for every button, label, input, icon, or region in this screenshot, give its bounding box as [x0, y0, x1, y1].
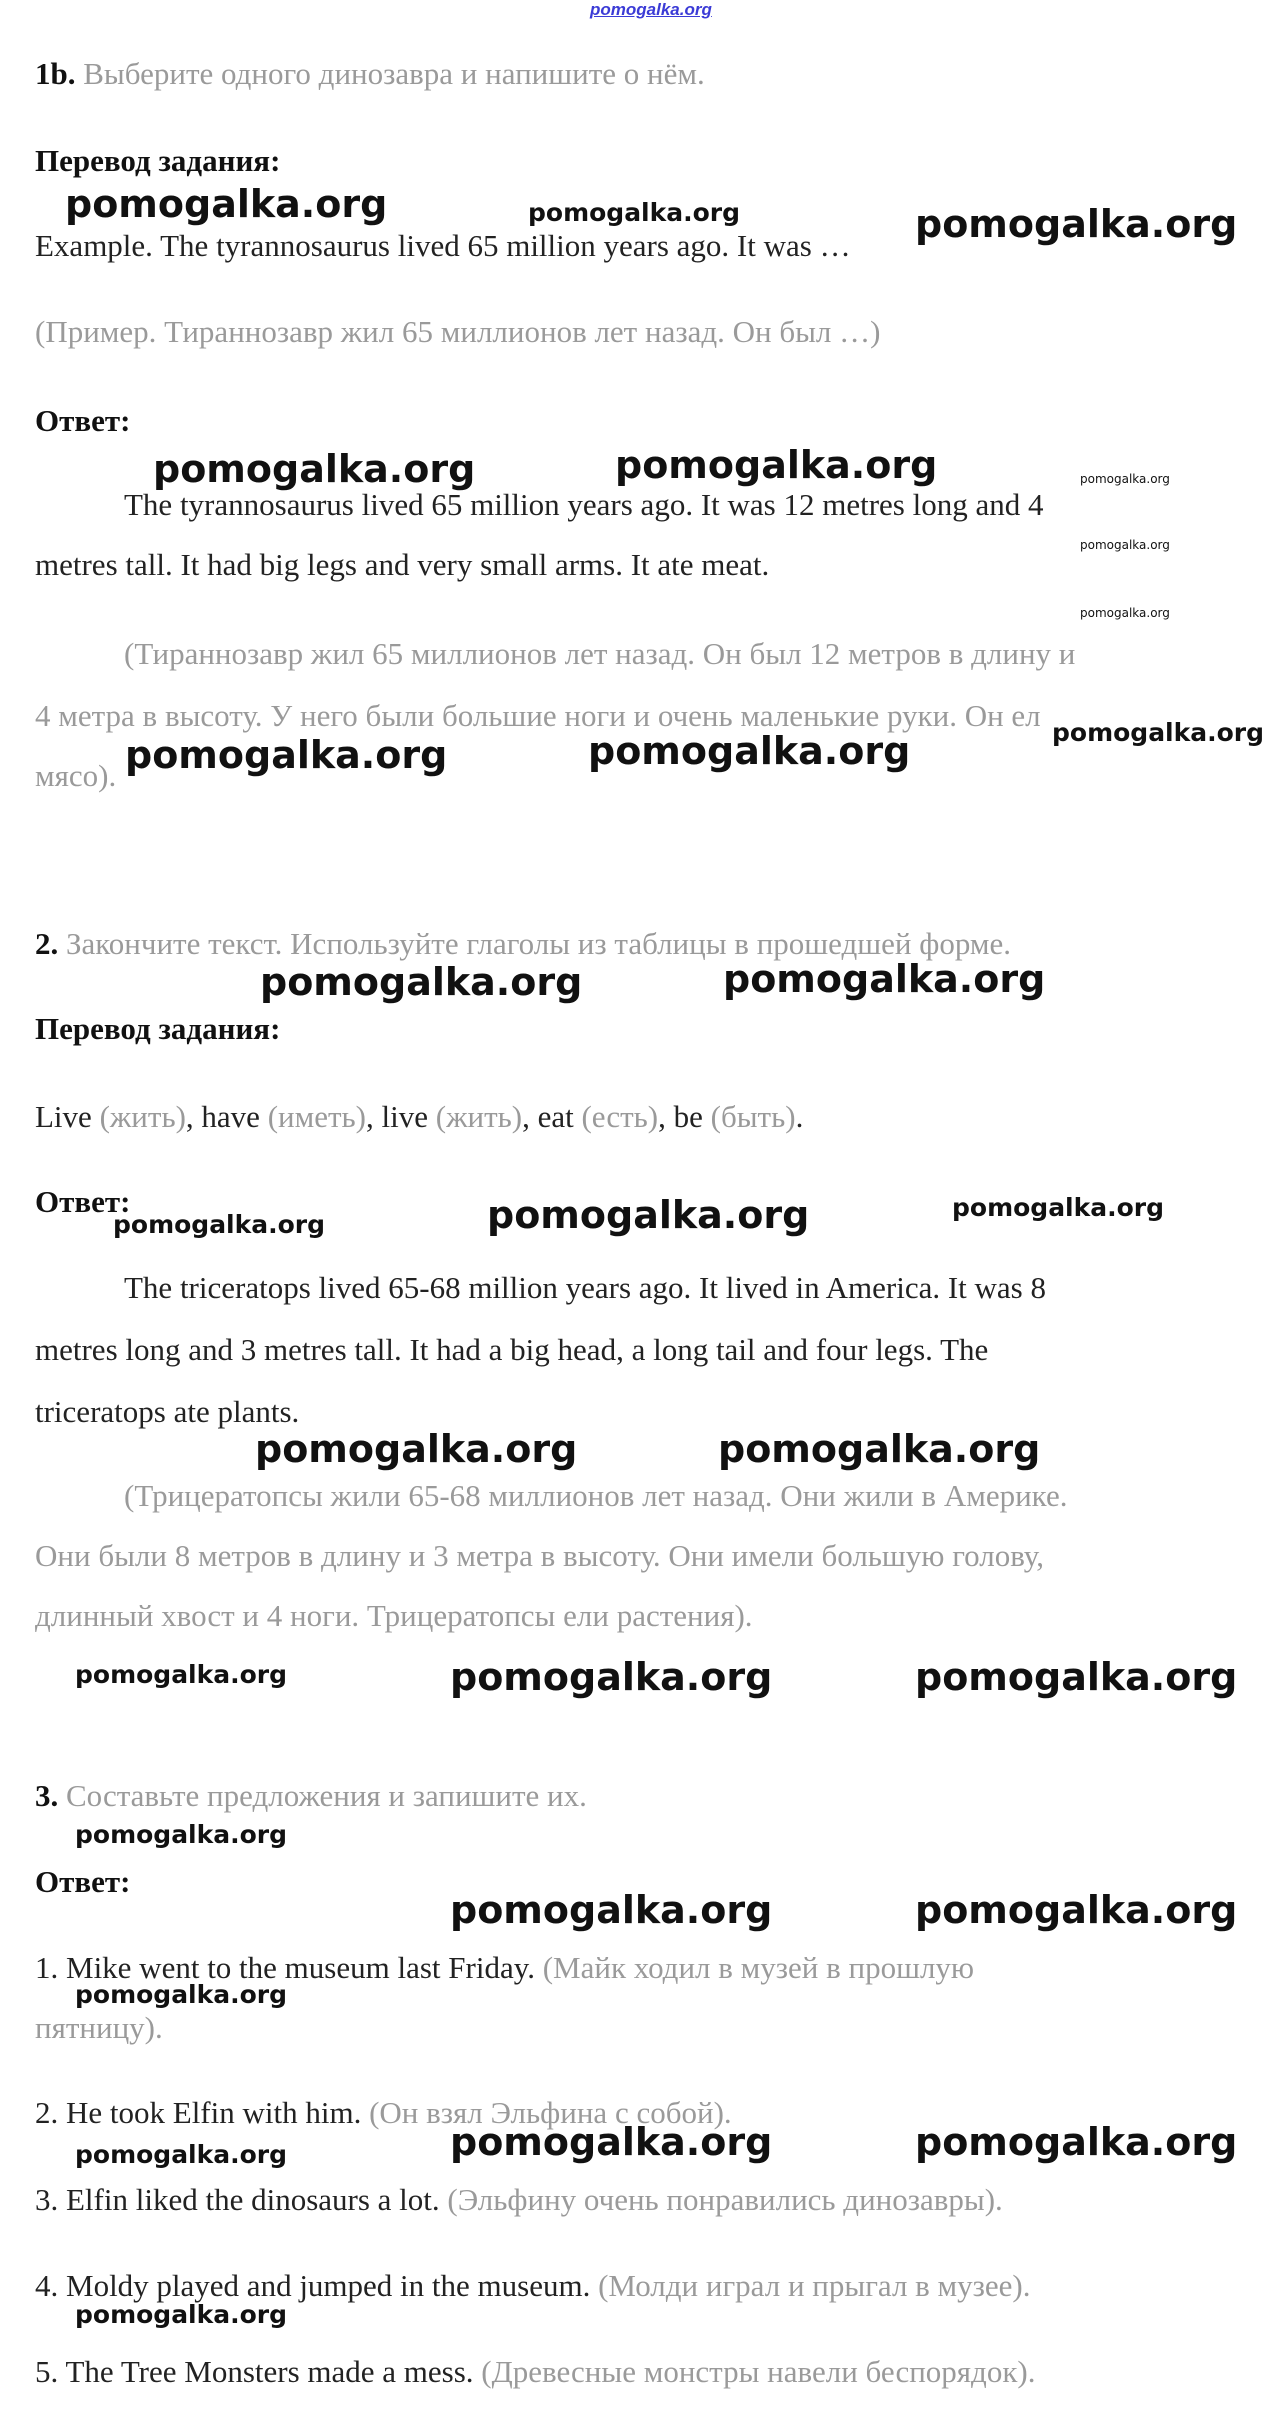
- verb-ru: (быть): [710, 1099, 796, 1134]
- watermark: pomogalka.org: [125, 733, 448, 777]
- watermark: pomogalka.org: [915, 1888, 1238, 1932]
- watermark: pomogalka.org: [718, 1427, 1041, 1471]
- task-instruction: Составьте предложения и запишите их.: [66, 1778, 587, 1813]
- verb-ru: (иметь): [267, 1099, 366, 1134]
- watermark: pomogalka.org: [75, 2300, 288, 2329]
- sentence-en: 3. Elfin liked the dinosaurs a lot.: [35, 2182, 440, 2217]
- task-number: 2.: [35, 926, 59, 961]
- verb-separator: ,: [185, 1099, 202, 1134]
- watermark: pomogalka.org: [260, 960, 583, 1004]
- watermark: pomogalka.org: [952, 1193, 1165, 1222]
- verb-ru: (жить): [435, 1099, 523, 1134]
- watermark: pomogalka.org: [450, 2120, 773, 2164]
- verb-en: eat: [537, 1099, 574, 1134]
- answer-ru-line: мясо).: [35, 758, 117, 793]
- verb-ru: (есть): [581, 1099, 659, 1134]
- answer-label: Ответ:: [35, 1864, 131, 1899]
- watermark: pomogalka.org: [723, 957, 1046, 1001]
- sentence-4: [35, 2270, 1031, 2301]
- task-instruction: Выберите одного динозавра и напишите о нём.: [83, 56, 705, 91]
- watermark: pomogalka.org: [1052, 718, 1265, 747]
- translation-label: Перевод задания:: [35, 143, 281, 178]
- verb-separator: .: [795, 1099, 804, 1134]
- translation-label: Перевод задания:: [35, 1011, 281, 1046]
- answer-ru-line: длинный хвост и 4 ноги. Трицератопсы ели растения).: [35, 1598, 753, 1633]
- answer-label: Ответ:: [35, 1184, 131, 1219]
- watermark: pomogalka.org: [450, 1888, 773, 1932]
- watermark: pomogalka.org: [915, 1655, 1238, 1699]
- watermark: pomogalka.org: [528, 198, 741, 227]
- task-1b-heading: [35, 58, 705, 89]
- watermark: pomogalka.org: [153, 447, 476, 491]
- sentence-ru-continued: пятницу).: [35, 2010, 163, 2045]
- watermark: pomogalka.org: [75, 1980, 288, 2009]
- watermark: pomogalka.org: [113, 1210, 326, 1239]
- verb-ru: (жить): [99, 1099, 186, 1134]
- sentence-en: 2. He took Elfin with him.: [35, 2095, 362, 2130]
- verb-separator: ,: [366, 1099, 382, 1134]
- sentence-3: [35, 2184, 1003, 2215]
- answer-ru-line: (Тираннозавр жил 65 миллионов лет назад. Он был 12 метров в длину и: [124, 636, 1076, 671]
- example-en: Example. The tyrannosaurus lived 65 million years ago. It was …: [35, 228, 851, 263]
- watermark: pomogalka.org: [75, 2140, 288, 2169]
- watermark: pomogalka.org: [75, 1820, 288, 1849]
- sentence-ru: (Он взял Эльфина с собой).: [369, 2095, 732, 2130]
- site-link[interactable]: pomogalka.org: [590, 0, 712, 19]
- verb-separator: ,: [522, 1099, 538, 1134]
- watermark: pomogalka.org: [588, 729, 911, 773]
- verb-en: be: [673, 1099, 703, 1134]
- watermark: pomogalka.org: [487, 1193, 810, 1237]
- sentence-ru: (Эльфину очень понравились динозавры).: [447, 2182, 1003, 2217]
- task-number: 1b.: [35, 56, 76, 91]
- watermark: pomogalka.org: [1080, 606, 1170, 620]
- sentence-en: 4. Moldy played and jumped in the museum.: [35, 2268, 591, 2303]
- answer-en-line: The triceratops lived 65-68 million years ago. It lived in America. It was 8: [124, 1270, 1046, 1305]
- example-ru: (Пример. Тираннозавр жил 65 миллионов лет назад. Он был …): [35, 314, 881, 349]
- verbs-line: [35, 1101, 803, 1132]
- answer-ru-line: 4 метра в высоту. У него были большие ноги и очень маленькие руки. Он ел: [35, 698, 1041, 733]
- sentence-1: [35, 1952, 974, 1983]
- answer-label: Ответ:: [35, 403, 131, 438]
- task-instruction: Закончите текст. Используйте глаголы из таблицы в прошедшей форме.: [66, 926, 1011, 961]
- verb-en: live: [381, 1099, 428, 1134]
- answer-en-line: metres long and 3 metres tall. It had a big head, a long tail and four legs. The: [35, 1332, 989, 1367]
- answer-ru-line: Они были 8 метров в длину и 3 метра в высоту. Они имели большую голову,: [35, 1538, 1044, 1573]
- task-3-heading: [35, 1780, 587, 1811]
- watermark: pomogalka.org: [450, 1655, 773, 1699]
- watermark: pomogalka.org: [915, 2120, 1238, 2164]
- sentence-5: [35, 2356, 1035, 2387]
- watermark: pomogalka.org: [615, 443, 938, 487]
- sentence-en: 1. Mike went to the museum last Friday.: [35, 1950, 535, 1985]
- task-2-heading: [35, 928, 1011, 959]
- verb-en: Live: [35, 1099, 92, 1134]
- watermark: pomogalka.org: [255, 1427, 578, 1471]
- answer-en-line: metres tall. It had big legs and very small arms. It ate meat.: [35, 547, 770, 582]
- answer-ru-line: (Трицератопсы жили 65-68 миллионов лет назад. Они жили в Америке.: [124, 1478, 1068, 1513]
- sentence-ru: (Молди играл и прыгал в музее).: [598, 2268, 1031, 2303]
- watermark: pomogalka.org: [915, 202, 1238, 246]
- watermark: pomogalka.org: [1080, 538, 1170, 552]
- watermark: pomogalka.org: [1080, 472, 1170, 486]
- answer-en-line: triceratops ate plants.: [35, 1394, 300, 1429]
- sentence-en: 5. The Tree Monsters made a mess.: [35, 2354, 474, 2389]
- watermark: pomogalka.org: [65, 182, 388, 226]
- verb-en: have: [201, 1099, 260, 1134]
- answer-en-line: The tyrannosaurus lived 65 million years ago. It was 12 metres long and 4: [124, 487, 1044, 522]
- verb-separator: ,: [658, 1099, 674, 1134]
- task-number: 3.: [35, 1778, 59, 1813]
- sentence-ru: (Древесные монстры навели беспорядок).: [481, 2354, 1036, 2389]
- sentence-ru: (Майк ходил в музей в прошлую: [542, 1950, 975, 1985]
- watermark: pomogalka.org: [75, 1660, 288, 1689]
